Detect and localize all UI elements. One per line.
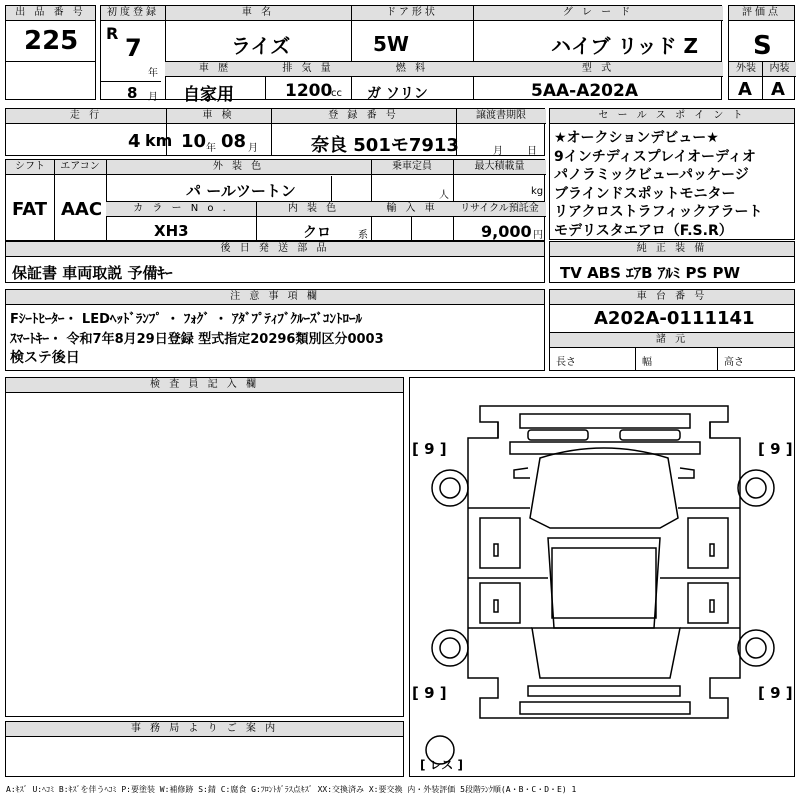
ext-color-label: 外 装 色 <box>106 160 371 175</box>
inspector-label: 検 査 員 記 入 欄 <box>6 378 403 393</box>
inspection-label: 車 検 <box>166 109 271 124</box>
reg-number: 奈良 501モ7913 <box>311 135 459 156</box>
door-type: 5W <box>373 32 409 56</box>
legend: A:ｷｽﾞ U:ﾍｺﾐ B:ｷｽﾞを伴うﾍｺﾐ P:要塗装 W:補修跡 S:錆 C:腐食 G:ﾌﾛﾝﾄｶﾞﾗｽ点ｷｽﾞ XX:交換済み X:要交換 内・外装評価 5段階ﾗﾝｸ順(A・B・C・D・E) 1 <box>6 785 577 794</box>
exterior-grade: A <box>738 79 752 100</box>
selling-point: モデリスタエアロ（F.S.R） <box>554 223 733 239</box>
equipment-box <box>549 241 795 283</box>
later-parts: 保証書 車両取説 予備ｷｰ <box>12 264 173 282</box>
spec-grid <box>5 159 545 241</box>
shift: FAT <box>12 199 48 220</box>
tire-rear-left: [ 9 ] <box>412 684 447 702</box>
car-name-label: 車 名 <box>165 6 351 21</box>
history-label: 車 歴 <box>165 62 265 77</box>
recycle-label: リサイクル預託金 <box>453 202 546 217</box>
chassis-box <box>549 289 795 371</box>
recycle: 9,000 <box>481 222 532 241</box>
selling-point: 9インチディスプレイオーディオ <box>554 149 756 165</box>
recycle-unit: 円 <box>533 230 543 241</box>
capacity-unit: 人 <box>439 190 449 201</box>
displacement-unit: cc <box>331 88 342 99</box>
lot-label: 出 品 番 号 <box>6 6 95 21</box>
selling-point: リアクロストラフィックアラート <box>554 204 763 220</box>
fuel-label: 燃 料 <box>351 62 473 77</box>
int-color-unit: 系 <box>358 230 368 241</box>
interior-grade-label: 内装 <box>763 62 796 77</box>
first-reg-year-unit: 年 <box>148 68 158 79</box>
max-load-label: 最大積載量 <box>453 160 546 175</box>
equipment: TV ABS ｴｱB ｱﾙﾐ PS PW <box>560 264 741 282</box>
capacity-label: 乗車定員 <box>371 160 453 175</box>
fuel: ガ ソリン <box>367 86 428 102</box>
tire-front-left: [ 9 ] <box>412 440 447 458</box>
spare-tire: [ レス ] <box>420 758 463 772</box>
exterior-grade-label: 外装 <box>729 62 763 77</box>
transfer-day-unit: 日 <box>527 146 537 157</box>
main-info-box <box>100 5 722 105</box>
inspection-year: 10 <box>181 131 207 152</box>
lot-box <box>5 5 96 100</box>
max-load-unit: kg <box>531 186 544 197</box>
later-parts-label: 後 日 発 送 部 品 <box>6 242 544 257</box>
import-label: 輸 入 車 <box>371 202 453 217</box>
first-reg-year: 7 <box>125 34 142 62</box>
first-reg-era: R <box>106 24 119 43</box>
car-diagram-box <box>409 377 795 777</box>
first-reg-month-unit: 月 <box>148 92 158 103</box>
mileage: 4 <box>128 131 141 152</box>
aircon: AAC <box>61 199 103 220</box>
mileage-unit: km <box>145 131 173 150</box>
shift-label: シフト <box>6 160 54 175</box>
height-label: 高さ <box>724 357 744 368</box>
length-label: 長さ <box>556 357 576 368</box>
model-code: 5AA-A202A <box>531 81 638 101</box>
dimensions-label: 諸 元 <box>550 333 794 348</box>
aircon-label: エアコン <box>54 160 106 175</box>
office-label: 事 務 局 よ り ご 案 内 <box>6 722 403 737</box>
first-reg-label: 初度登録 <box>101 6 165 21</box>
inspection-year-unit: 年 <box>206 143 216 154</box>
history: 自家用 <box>183 85 234 105</box>
chassis-label: 車 台 番 号 <box>550 290 794 305</box>
inspection-month: 08 <box>221 131 247 152</box>
selling-point: ブラインドスポットモニター <box>554 186 736 202</box>
transfer-month-unit: 月 <box>493 146 503 157</box>
inspection-month-unit: 月 <box>248 143 258 154</box>
note-line: 検ステ後日 <box>10 350 80 366</box>
score: S <box>753 31 772 61</box>
door-label: ドア形状 <box>351 6 473 21</box>
ext-color: パ ールツートン <box>186 182 296 200</box>
note-line: Fｼｰﾄﾋｰﾀｰ・ LEDﾍｯﾄﾞﾗﾝﾌﾟ ・ ﾌｫｸﾞ ・ ｱﾀﾞﾌﾟﾃｨﾌﾞｸﾙｰｽﾞｺﾝﾄﾛｰﾙ <box>10 312 362 327</box>
color-no-label: カ ラ ー N o . <box>106 202 256 217</box>
transfer-label: 譲渡書期限 <box>456 109 546 124</box>
first-reg-month: 8 <box>127 84 138 102</box>
grade: ハイブ リッド Z <box>551 34 699 58</box>
int-color: クロ <box>303 225 331 241</box>
score-box <box>728 5 795 100</box>
score-label: 評価点 <box>729 6 794 21</box>
int-color-label: 内 装 色 <box>256 202 371 217</box>
selling-point: ★オークションデビュー★ <box>554 130 719 146</box>
selling-point: パノラミックビューパッケージ <box>554 167 749 183</box>
notes-label: 注 意 事 項 欄 <box>6 290 544 305</box>
color-no: XH3 <box>154 222 189 240</box>
car-diagram <box>410 378 794 776</box>
lot-number: 225 <box>24 26 79 56</box>
later-parts-box <box>5 241 545 283</box>
note-line: ｽﾏｰﾄｷｰ・ 令和7年8月29日登録 型式指定20296類別区分0003 <box>10 332 384 347</box>
interior-grade: A <box>771 79 785 100</box>
car-name: ライズ <box>231 34 291 58</box>
office-box <box>5 721 404 777</box>
tire-rear-right: [ 9 ] <box>758 684 793 702</box>
model-label: 型 式 <box>473 62 723 77</box>
displacement: 1200 <box>285 81 333 101</box>
selling-points-box <box>549 108 795 240</box>
chassis-number: A202A-0111141 <box>594 308 755 329</box>
mileage-label: 走 行 <box>6 109 166 124</box>
displacement-label: 排 気 量 <box>265 62 351 77</box>
equipment-label: 純 正 装 備 <box>550 242 794 257</box>
width-label: 幅 <box>642 357 652 368</box>
inspector-box <box>5 377 404 717</box>
tire-front-right: [ 9 ] <box>758 440 793 458</box>
reg-number-label: 登 録 番 号 <box>271 109 456 124</box>
notes-box <box>5 289 545 371</box>
selling-points-label: セ ー ル ス ポ イ ン ト <box>550 109 794 124</box>
grade-label: グ レ ー ド <box>473 6 723 21</box>
mileage-row <box>5 108 545 156</box>
